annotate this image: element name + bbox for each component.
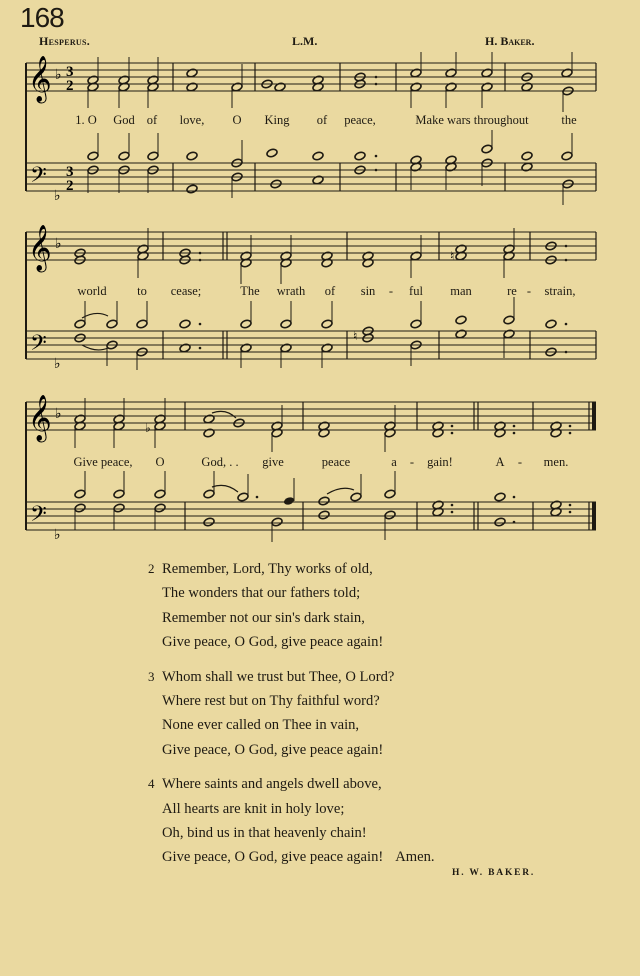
- lyric-syllable: -: [517, 455, 523, 469]
- verse-line: Give peace, O God, give peace again!: [162, 633, 384, 650]
- lyric-syllable: man: [450, 284, 472, 298]
- verse-number: 4: [148, 776, 155, 792]
- lyric-syllable: of: [146, 113, 158, 127]
- lyric-syllable: world: [77, 284, 107, 298]
- lyric-syllable: sin: [360, 284, 376, 298]
- lyric-syllable: -: [409, 455, 415, 469]
- svg-text:♮: ♮: [353, 329, 358, 343]
- verse-line: 2 Remember, Lord, Thy works of old,: [148, 557, 435, 581]
- lyric-syllable: give: [262, 455, 284, 469]
- svg-text:2: 2: [66, 78, 74, 94]
- svg-text:3: 3: [66, 164, 74, 180]
- lyric-syllable: ful: [409, 284, 423, 298]
- lyric-syllable: O: [232, 113, 242, 127]
- svg-text:♭: ♭: [54, 189, 61, 204]
- meter: L.M.: [292, 34, 318, 48]
- verses: [148, 557, 435, 880]
- lyric-syllable: strain,: [544, 284, 576, 298]
- author-credit: H. W. BAKER.: [452, 868, 536, 878]
- lyric-syllable: wrath: [276, 284, 306, 298]
- svg-text:𝄢: 𝄢: [30, 502, 47, 532]
- lyric-syllable: The: [240, 284, 260, 298]
- svg-text:𝄞: 𝄞: [28, 225, 52, 271]
- verse-line: 4 Where saints and angels dwell above,: [148, 772, 435, 796]
- verse-2: [148, 557, 435, 654]
- amen: Amen.: [395, 849, 435, 866]
- svg-text:♭: ♭: [55, 237, 62, 252]
- lyric-syllable: peace,: [344, 113, 376, 127]
- lyric-syllable: -: [526, 284, 532, 298]
- lyric-syllable: King: [264, 113, 290, 127]
- svg-text:♭: ♭: [54, 357, 61, 372]
- lyric-syllable: re: [507, 284, 517, 298]
- lyric-syllable: God, . .: [201, 455, 239, 469]
- svg-text:♭: ♭: [145, 421, 151, 435]
- lyrics-system-2: [0, 284, 640, 302]
- lyric-syllable: O: [155, 455, 165, 469]
- lyric-syllable: 1. O: [75, 113, 97, 127]
- svg-text:𝄞: 𝄞: [28, 395, 52, 441]
- verse-line: Oh, bind us in that heavenly chain!: [162, 824, 367, 841]
- lyric-syllable: God: [113, 113, 135, 127]
- verse-line: The wonders that our fathers told;: [162, 585, 361, 602]
- lyric-syllable: love,: [179, 113, 205, 127]
- lyric-syllable: of: [316, 113, 328, 127]
- verse-number: 3: [148, 668, 155, 684]
- svg-text:𝄞: 𝄞: [28, 56, 52, 102]
- lyric-syllable: men.: [543, 455, 569, 469]
- verse-line: Give peace, O God, give peace again! Amen.: [162, 849, 435, 866]
- lyric-syllable: a: [391, 455, 397, 469]
- lyric-syllable: Give peace,: [73, 455, 133, 469]
- lyric-syllable: Make wars throughout: [415, 113, 529, 127]
- lyric-syllable: peace: [321, 455, 351, 469]
- verse-number: 2: [148, 561, 155, 576]
- lyric-syllable: -: [388, 284, 394, 298]
- verse-4: [148, 772, 435, 869]
- svg-text:♮: ♮: [450, 249, 455, 263]
- svg-text:♭: ♭: [55, 407, 62, 422]
- composer: H. Baker.: [485, 34, 535, 48]
- svg-text:𝄢: 𝄢: [30, 163, 47, 193]
- verse-line: Remember not our sin's dark stain,: [162, 609, 365, 626]
- svg-text:2: 2: [66, 178, 74, 194]
- svg-text:♭: ♭: [54, 528, 61, 543]
- verse-line: 3 Whom shall we trust but Thee, O Lord?: [148, 665, 435, 689]
- lyric-syllable: cease;: [170, 284, 202, 298]
- lyric-syllable: A: [495, 455, 505, 469]
- page-number: 168: [20, 2, 64, 33]
- lyrics-system-3: [0, 455, 640, 473]
- svg-text:♭: ♭: [55, 68, 62, 83]
- lyric-syllable: the: [561, 113, 577, 127]
- verse-line: None ever called on Thee in vain,: [162, 717, 360, 734]
- verse-3: [148, 665, 435, 762]
- svg-text:3: 3: [66, 64, 74, 80]
- verse-line: All hearts are knit in holy love;: [162, 800, 345, 817]
- lyric-syllable: to: [137, 284, 147, 298]
- verse-line: Where rest but on Thy faithful word?: [162, 692, 380, 709]
- tune-name: Hesperus.: [39, 34, 91, 48]
- svg-text:𝄢: 𝄢: [30, 331, 47, 361]
- lyrics-system-1: [0, 113, 640, 131]
- lyric-syllable: of: [324, 284, 336, 298]
- verse-line: Give peace, O God, give peace again!: [162, 741, 384, 758]
- lyric-syllable: gain!: [427, 455, 453, 469]
